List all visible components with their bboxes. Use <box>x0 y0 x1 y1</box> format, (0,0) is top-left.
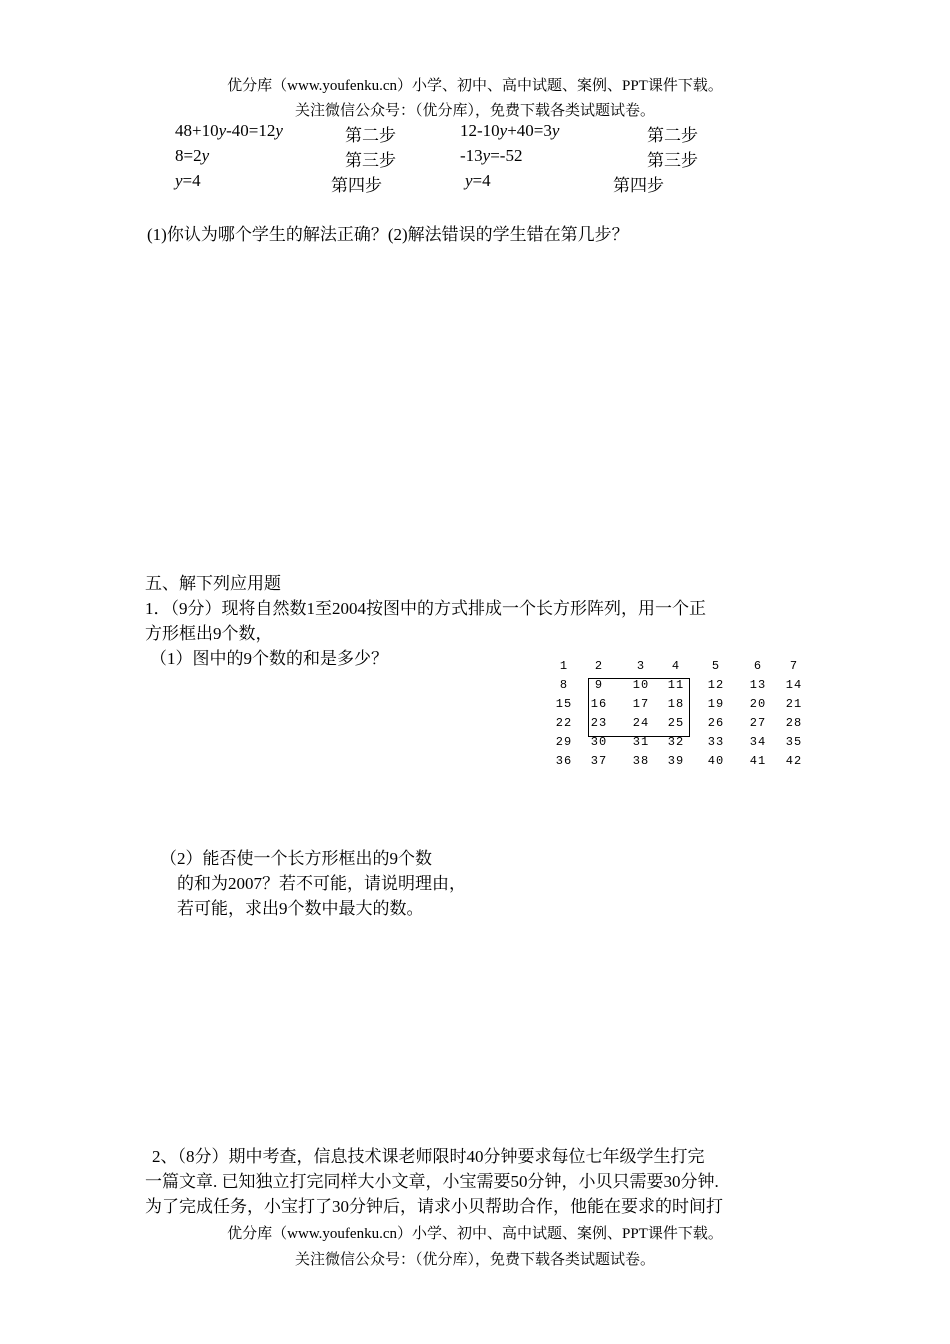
grid-cell: 17 <box>632 697 650 711</box>
grid-cell: 18 <box>667 697 685 711</box>
left-step-3-label: 第三步 <box>345 151 396 170</box>
grid-cell: 30 <box>590 735 608 749</box>
left-step-2-label: 第二步 <box>345 126 396 145</box>
grid-cell: 31 <box>632 735 650 749</box>
grid-cell: 26 <box>707 716 725 730</box>
right-step-2-expr: 12-10y+40=3y <box>460 121 560 140</box>
selection-box <box>588 678 690 737</box>
footer-line-1: 优分库（www.youfenku.cn）小学、初中、高中试题、案例、PPT课件下载。 <box>227 1226 723 1242</box>
grid-cell: 40 <box>707 754 725 768</box>
grid-cell: 20 <box>749 697 767 711</box>
q1-part-2-line-3: 若可能，求出9个数中最大的数。 <box>177 899 424 918</box>
grid-cell: 9 <box>594 678 604 692</box>
grid-cell: 38 <box>632 754 650 768</box>
grid-cell: 27 <box>749 716 767 730</box>
q1-line-2: 方形框出9个数， <box>145 624 273 643</box>
grid-cell: 8 <box>559 678 569 692</box>
grid-cell: 6 <box>753 659 763 673</box>
grid-cell: 33 <box>707 735 725 749</box>
header-line-2: 关注微信公众号：（优分库），免费下载各类试题试卷。 <box>294 103 655 119</box>
grid-cell: 21 <box>785 697 803 711</box>
grid-cell: 37 <box>590 754 608 768</box>
grid-cell: 10 <box>632 678 650 692</box>
grid-cell: 41 <box>749 754 767 768</box>
q2-line-1: 2、（8分）期中考查，信息技术课老师限时40分钟要求每位七年级学生打完 <box>152 1147 705 1166</box>
grid-cell: 13 <box>749 678 767 692</box>
right-step-4-label: 第四步 <box>613 176 664 195</box>
left-step-2-expr: 48+10y-40=12y <box>175 121 283 140</box>
grid-cell: 1 <box>559 659 569 673</box>
footer-line-2: 关注微信公众号：（优分库），免费下载各类试题试卷。 <box>294 1252 655 1268</box>
grid-cell: 28 <box>785 716 803 730</box>
grid-cell: 39 <box>667 754 685 768</box>
right-step-3-expr: -13y=-52 <box>460 146 523 165</box>
section-5-title: 五、解下列应用题 <box>145 574 281 593</box>
grid-cell: 12 <box>707 678 725 692</box>
grid-cell: 5 <box>711 659 721 673</box>
grid-cell: 15 <box>555 697 573 711</box>
grid-cell: 34 <box>749 735 767 749</box>
grid-cell: 23 <box>590 716 608 730</box>
grid-cell: 16 <box>590 697 608 711</box>
left-step-3-expr: 8=2y <box>175 146 210 165</box>
q1-part-2-line-2: 的和为2007？若不可能，请说明理由， <box>177 874 466 893</box>
grid-cell: 2 <box>594 659 604 673</box>
grid-cell: 24 <box>632 716 650 730</box>
grid-cell: 3 <box>636 659 646 673</box>
grid-cell: 11 <box>667 678 685 692</box>
right-step-4-expr: y=4 <box>465 171 491 190</box>
q1-part-2-line-1: （2）能否使一个长方形框出的9个数 <box>160 849 432 868</box>
grid-cell: 14 <box>785 678 803 692</box>
grid-cell: 42 <box>785 754 803 768</box>
grid-cell: 32 <box>667 735 685 749</box>
grid-cell: 22 <box>555 716 573 730</box>
grid-cell: 7 <box>789 659 799 673</box>
header-line-1: 优分库（www.youfenku.cn）小学、初中、高中试题、案例、PPT课件下载。 <box>227 78 723 94</box>
q2-line-3: 为了完成任务，小宝打了30分钟后，请求小贝帮助合作，他能在要求的时间打 <box>145 1197 723 1216</box>
grid-cell: 29 <box>555 735 573 749</box>
grid-cell: 25 <box>667 716 685 730</box>
q1-part-1: （1）图中的9个数的和是多少？ <box>150 649 388 668</box>
grid-cell: 35 <box>785 735 803 749</box>
left-step-4-label: 第四步 <box>331 176 382 195</box>
q1-line-1: 1．（9分）现将自然数1至2004按图中的方式排成一个长方形阵列，用一个正 <box>145 599 706 618</box>
grid-cell: 36 <box>555 754 573 768</box>
grid-cell: 4 <box>671 659 681 673</box>
right-step-3-label: 第三步 <box>647 151 698 170</box>
right-step-2-label: 第二步 <box>647 126 698 145</box>
question-subparts: (1)你认为哪个学生的解法正确？(2)解法错误的学生错在第几步？ <box>147 225 629 244</box>
left-step-4-expr: y=4 <box>175 171 201 190</box>
q2-line-2: 一篇文章. 已知独立打完同样大小文章，小宝需要50分钟，小贝只需要30分钟. <box>145 1172 719 1191</box>
grid-cell: 19 <box>707 697 725 711</box>
